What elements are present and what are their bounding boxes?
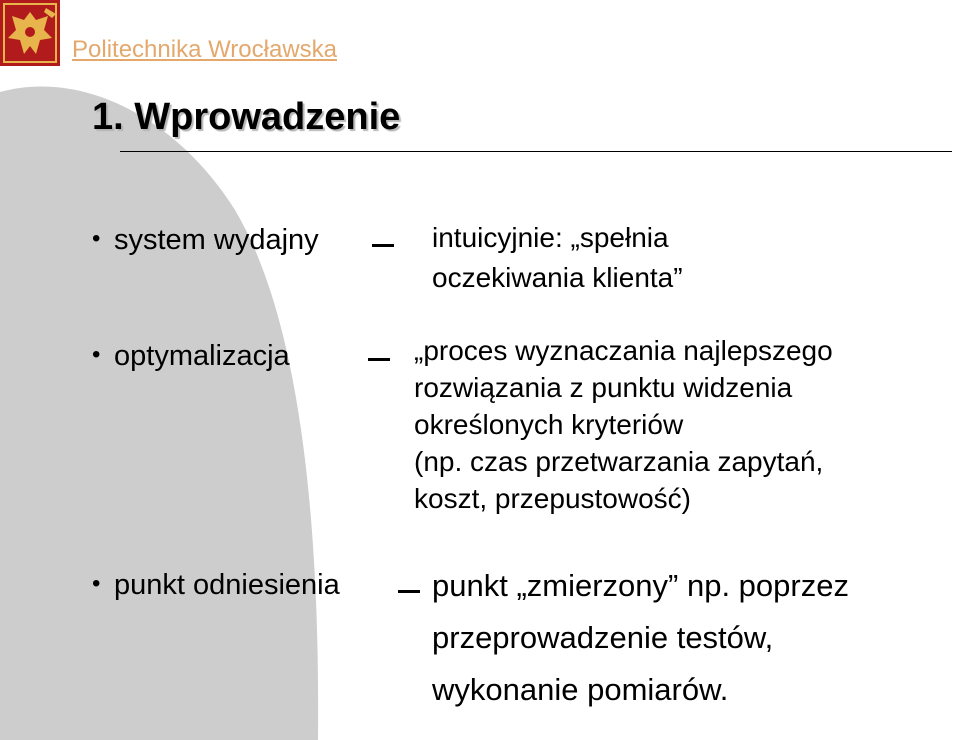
definition-line: oczekiwania klienta” [432,262,683,293]
definition-line: „proces wyznaczania najlepszego [414,335,833,366]
slide-title: 1. Wprowadzenie [92,96,401,138]
institution-name[interactable]: Politechnika Wrocławska [72,36,337,63]
bullet-icon: • [92,225,101,252]
definition-line: punkt „zmierzony” np. poprzez [432,568,849,603]
university-crest-icon [0,0,60,66]
definition-system-wydajny [432,218,683,298]
definition-optymalizacja [414,332,833,517]
bullet-term-optymalizacja [92,342,290,371]
definition-line: rozwiązania z punktu widzenia [414,372,793,403]
definition-line: przeprowadzenie testów, [432,620,774,655]
bullet-icon: • [92,341,101,368]
definition-line: (np. czas przetwarzania zapytań, [414,446,824,477]
definition-line: koszt, przepustowość) [414,483,691,514]
definition-line: intuicyjnie: „spełnia [432,222,669,253]
term-label: optymalizacja [114,340,290,372]
definition-punkt-odniesienia [432,560,849,716]
dash-separator [398,590,420,593]
bullet-icon: • [92,570,101,597]
title-divider [120,151,952,152]
definition-line: wykonanie pomiarów. [432,672,729,707]
bullet-term-punkt-odniesienia [92,571,340,600]
bullet-term-system-wydajny [92,226,319,255]
dash-separator [372,244,394,247]
term-label: system wydajny [114,224,319,256]
definition-line: określonych kryteriów [414,409,684,440]
dash-separator [368,358,390,361]
term-label: punkt odniesienia [114,569,340,601]
